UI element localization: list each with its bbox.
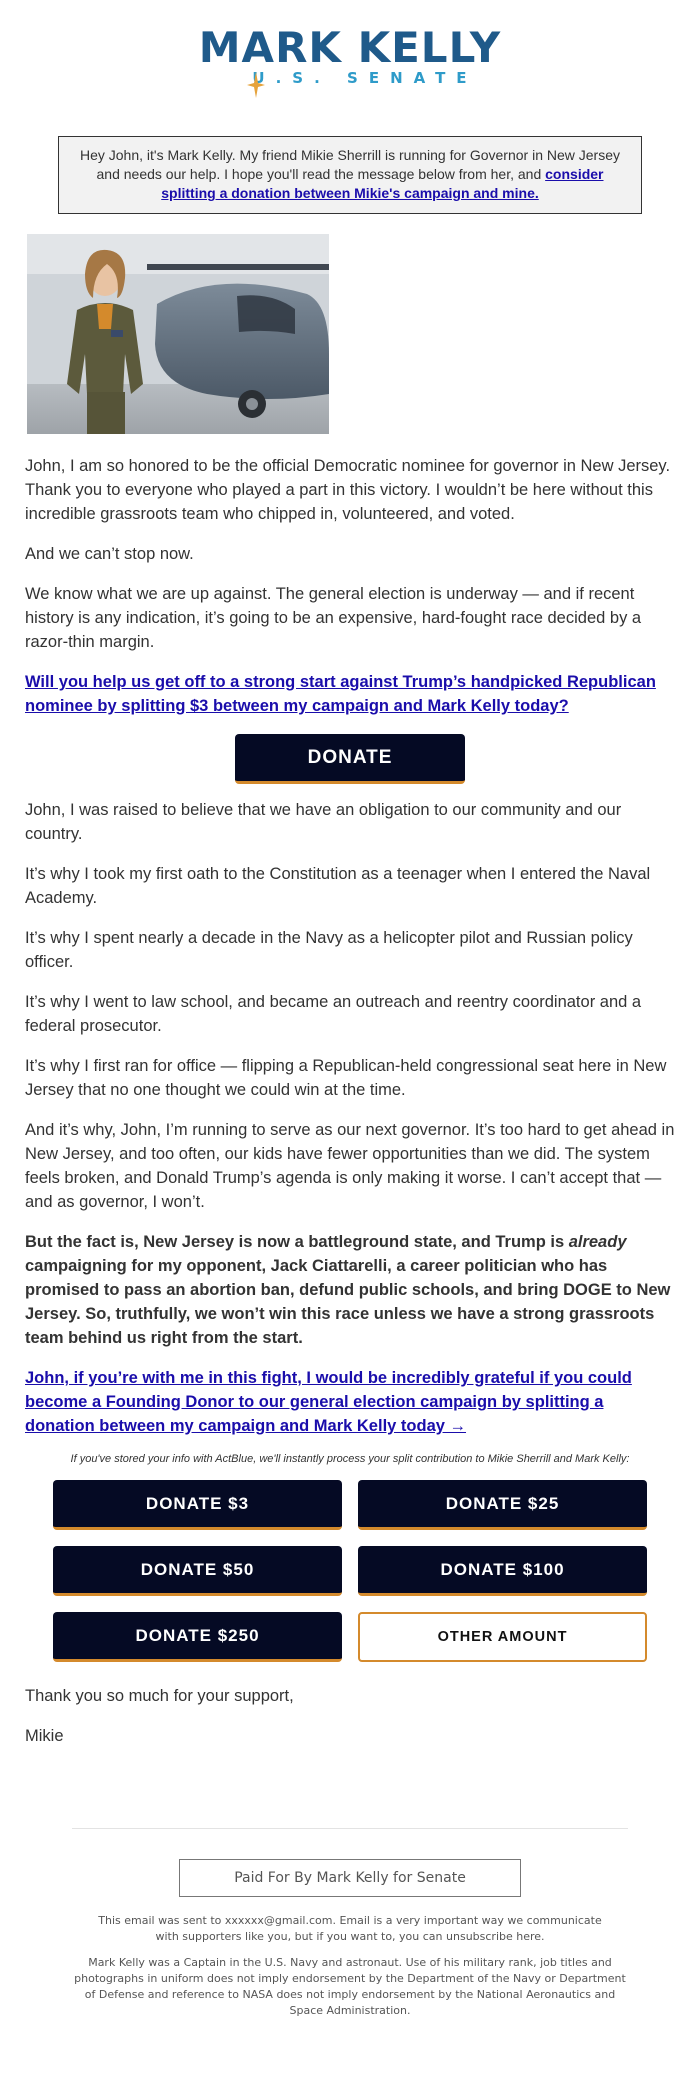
signature: Mikie <box>25 1727 64 1745</box>
donate-amount-grid <box>53 1480 647 1662</box>
logo-name: MARK KELLY <box>198 23 502 72</box>
thanks-line: Thank you so much for your support, <box>25 1687 294 1705</box>
email-body <box>0 454 700 1466</box>
donate-button[interactable]: DONATE <box>235 734 465 784</box>
paragraph-naval-academy: It’s why I took my first oath to the Constitution as a teenager when I entered the Naval Academy. <box>25 865 651 907</box>
donate-50-button[interactable]: DONATE $50 <box>53 1546 342 1596</box>
intro-split-donation-link[interactable]: consider splitting a donation between Mikie's campaign and mine. <box>161 166 604 201</box>
paid-for-box: Paid For By Mark Kelly for Senate <box>179 1859 521 1897</box>
intro-box <box>58 136 642 214</box>
candidate-photo[interactable] <box>27 234 329 434</box>
paragraph-battleground <box>25 1230 675 1350</box>
sent-to-text-b: . Email is a very important way we communicate with supporters like you, but if you want to, you can <box>155 1914 602 1943</box>
actblue-note: If you've stored your info with ActBlue, we'll instantly process your split contribution to Mikie Sherrill and Mark Kelly: <box>70 1453 630 1465</box>
recipient-email: xxxxxx@gmail.com <box>224 1914 333 1927</box>
star-icon <box>247 72 265 98</box>
logo-subtitle: U.S. SENATE <box>252 69 478 87</box>
paragraph-law-school: It’s why I went to law school, and became an outreach and reentry coordinator and a federal prosecutor. <box>25 993 642 1035</box>
sent-to-text-a: This email was sent to <box>98 1914 225 1927</box>
battleground-emphasis: already <box>568 1233 627 1251</box>
paragraph-nominee: John, I am so honored to be the official Democratic nominee for governor in New Jersey. Thank you to everyone who played a part in this victory. I wouldn’t be here without this incredible grassroots team who chipped in, volunteered, and voted. <box>25 457 671 523</box>
footer-divider <box>72 1828 628 1829</box>
photo-illustration <box>27 234 329 434</box>
split-3-link[interactable]: Will you help us get off to a strong start against Trump’s handpicked Republican nominee by splitting $3 between my campaign and Mark Kelly today? <box>25 673 656 715</box>
other-amount-button[interactable]: OTHER AMOUNT <box>358 1612 647 1662</box>
battleground-text-a: But the fact is, New Jersey is now a battleground state, and Trump is <box>25 1233 569 1251</box>
battleground-text-b: campaigning for my opponent, Jack Ciattarelli, a career politician who has promised to pass an abortion ban, defund public schools, and bring DOGE to New Jersey. So, truthfully, we won’t win this race unless we have a strong grassroots team behind us right from the start. <box>25 1257 671 1347</box>
intro-text: Hey John, it's Mark Kelly. My friend Mikie Sherrill is running for Governor in New Jersey and needs our help. I hope you'll read the message below from her, and <box>79 147 621 182</box>
paragraph-obligation: John, I was raised to believe that we have an obligation to our community and our country. <box>25 801 622 843</box>
sent-to-text-c: . <box>541 1930 545 1943</box>
paragraph-first-ran: It’s why I first ran for office — flipping a Republican-held congressional seat here in New Jersey that no one thought we could win at the time. <box>25 1057 667 1099</box>
mark-kelly-logo[interactable] <box>0 0 700 90</box>
paragraph-cant-stop: And we can’t stop now. <box>25 545 194 563</box>
founding-donor-link[interactable]: John, if you’re with me in this fight, I would be incredibly grateful if you could become a Founding Donor to our general election campaign by splitting a donation between my campaign and Mark Kelly today → <box>25 1369 632 1435</box>
paragraph-navy-pilot: It’s why I spent nearly a decade in the Navy as a helicopter pilot and Russian policy officer. <box>25 929 633 971</box>
donate-100-button[interactable]: DONATE $100 <box>358 1546 647 1596</box>
donate-25-button[interactable]: DONATE $25 <box>358 1480 647 1530</box>
donate-3-button[interactable]: DONATE $3 <box>53 1480 342 1530</box>
paragraph-running-governor: And it’s why, John, I’m running to serve as our next governor. It’s too hard to get ahead in New Jersey, and too often, our kids have fewer opportunities than we did. The system feels broken, and Donald Trump’s agenda is only making it worse. I can’t accept that — and as governor, I won’t. <box>25 1121 675 1211</box>
unsubscribe-link[interactable]: unsubscribe here <box>446 1930 542 1943</box>
footer-disclaimer: Mark Kelly was a Captain in the U.S. Navy and astronaut. Use of his military rank, job titles and photographs in uniform does not imply endorsement by the Department of the Navy or Department of Defense and reference to NASA does not imply endorsement by the National Aeronautics and Space Administration. <box>74 1956 626 2017</box>
donate-250-button[interactable]: DONATE $250 <box>53 1612 342 1662</box>
paragraph-general-election: We know what we are up against. The general election is underway — and if recent history is any indication, it’s going to be an expensive, hard-fought race decided by a razor-thin margin. <box>25 585 642 651</box>
footer-sent-to <box>85 1913 615 1945</box>
